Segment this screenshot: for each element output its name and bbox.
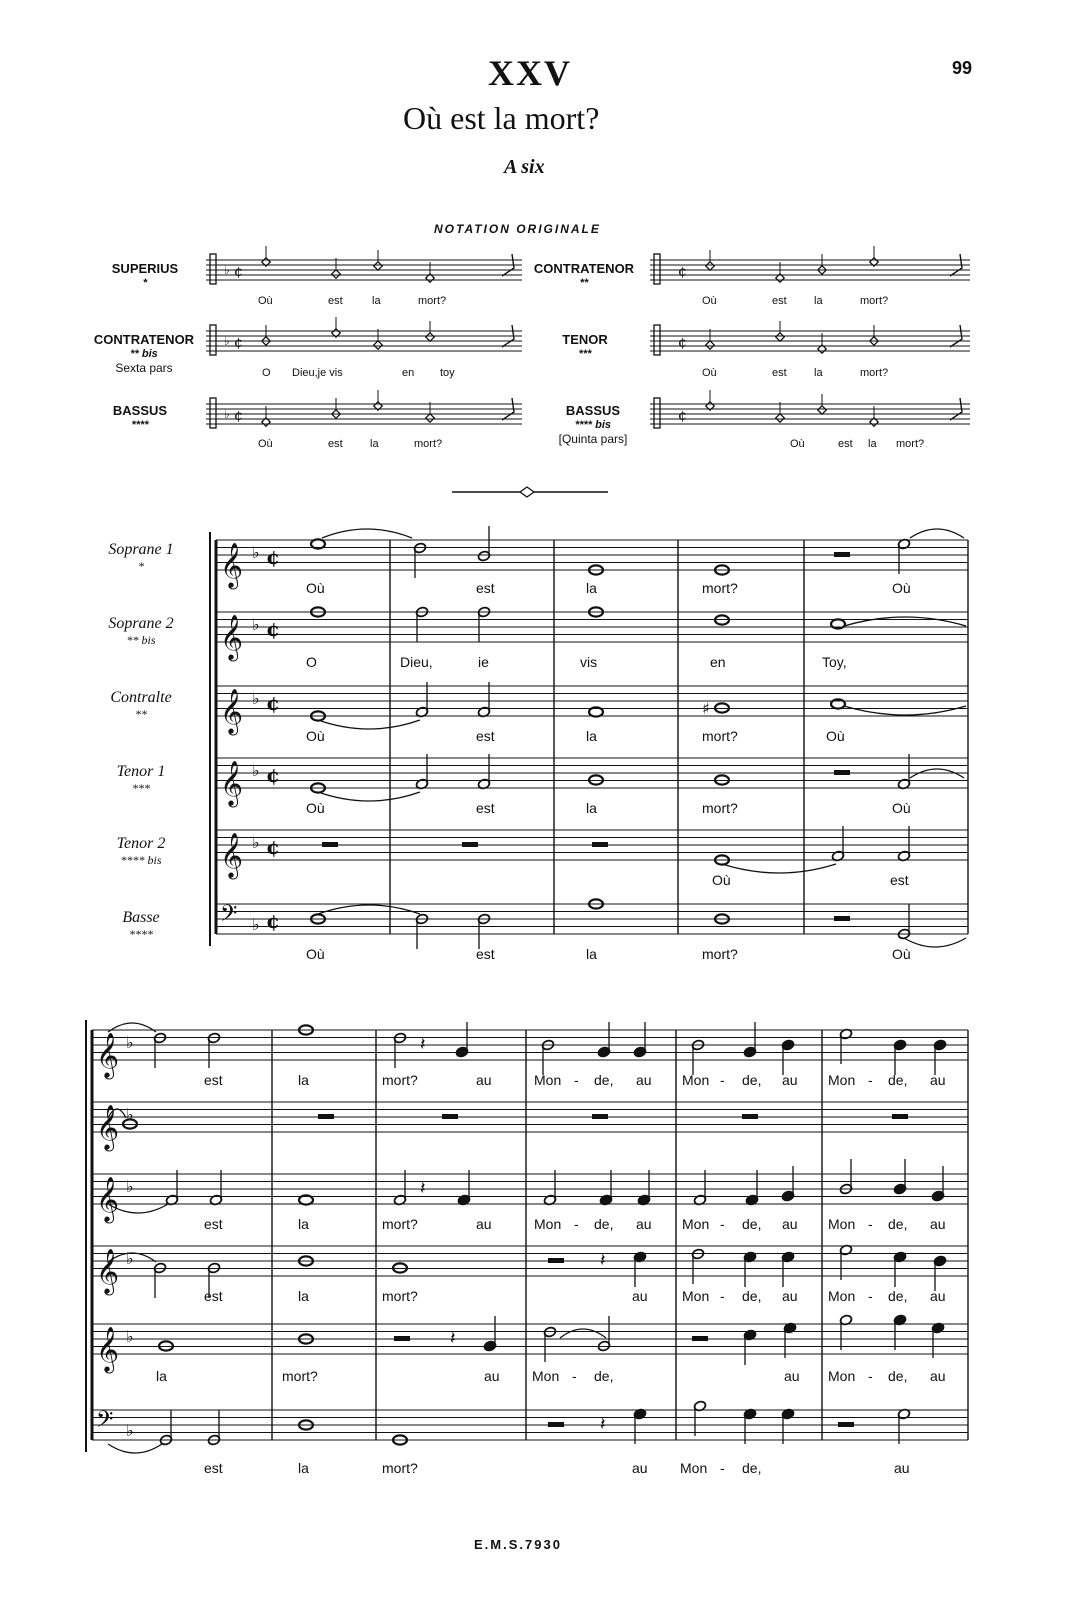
lyric: la — [298, 1288, 309, 1304]
lyric: Mon — [828, 1072, 856, 1088]
flat-icon: ♭ — [252, 833, 260, 852]
rest — [462, 842, 478, 847]
treble-clef-icon: 𝄞 — [96, 1105, 120, 1150]
lyric: Mon — [534, 1072, 562, 1088]
orig-lyric: Où — [790, 438, 805, 450]
note — [897, 1408, 910, 1444]
treble-clef-icon: 𝄞 — [96, 1033, 120, 1078]
lyric: Où — [712, 872, 731, 888]
lyric: est — [476, 946, 495, 962]
voice-label-tenor-2: Tenor 2 **** bis — [116, 835, 166, 867]
note — [415, 682, 428, 718]
lyric: - — [574, 1216, 579, 1232]
flat-icon: ♭ — [224, 334, 230, 348]
lyric: mort? — [282, 1368, 318, 1384]
note — [637, 1170, 650, 1206]
lyric: est — [476, 728, 495, 744]
voice-label-soprane-1: Soprane 1 * — [108, 541, 174, 573]
page-number: 99 — [952, 58, 973, 78]
cut-time-icon: ¢ — [266, 763, 280, 787]
lyric: mort? — [702, 946, 738, 962]
voice-label-contralte: Contralte ** — [110, 689, 172, 721]
lyric: Mon — [534, 1216, 562, 1232]
rest — [394, 1336, 410, 1341]
orig-voice-contratenor-bis: CONTRATENOR ** bis Sexta pars — [93, 332, 195, 375]
lyric: Où — [892, 800, 911, 816]
lyric: au — [930, 1288, 946, 1304]
lyric: au — [782, 1216, 798, 1232]
mensural-note — [374, 262, 382, 270]
note — [477, 526, 490, 562]
orig-voice-bassus: BASSUS **** — [112, 403, 168, 431]
note — [933, 1255, 946, 1291]
lyric: de, — [742, 1460, 762, 1476]
orig-lyric: est — [328, 438, 343, 450]
treble-clef-icon: 𝄞 — [220, 761, 244, 806]
orig-lyric: mort? — [860, 367, 889, 379]
lyric: au — [782, 1288, 798, 1304]
lyric: - — [572, 1368, 577, 1384]
lyric: Où — [306, 580, 325, 596]
tie — [108, 1023, 156, 1032]
orig-lyric: la — [868, 438, 877, 450]
voice-label-tenor-1: Tenor 1 *** — [116, 763, 166, 795]
note — [393, 1170, 406, 1206]
orig-voice-contratenor: CONTRATENOR ** — [533, 261, 635, 289]
tie — [322, 529, 412, 538]
note — [633, 1251, 646, 1287]
lyric: - — [720, 1460, 725, 1476]
lyric: Mon — [828, 1368, 856, 1384]
ornament-diamond — [520, 487, 534, 497]
rest — [834, 916, 850, 921]
tie — [904, 938, 966, 947]
note — [693, 1400, 706, 1436]
tie — [108, 1444, 162, 1453]
mensural-note — [818, 406, 826, 414]
note — [543, 1170, 556, 1206]
note — [743, 1251, 756, 1287]
lyric: au — [484, 1368, 500, 1384]
lyric: de, — [742, 1072, 762, 1088]
treble-clef-icon: 𝄞 — [220, 615, 244, 660]
lyric: la — [298, 1216, 309, 1232]
tie — [318, 905, 420, 914]
note — [931, 1322, 944, 1358]
cut-time-icon: ¢ — [678, 335, 687, 351]
tie — [560, 1329, 606, 1338]
lyric: O — [306, 654, 317, 670]
mensural-note — [706, 341, 714, 349]
note — [633, 1408, 646, 1444]
note — [455, 1022, 468, 1058]
note — [897, 826, 910, 862]
cut-time-icon: ¢ — [266, 545, 280, 569]
lyric: mort? — [702, 580, 738, 596]
lyric: Mon — [532, 1368, 560, 1384]
lyric: - — [720, 1216, 725, 1232]
mensural-note — [776, 414, 784, 422]
bass-clef-icon: 𝄢 — [96, 1407, 114, 1438]
note — [839, 1314, 852, 1350]
flat-icon: ♭ — [224, 407, 230, 421]
lyric: - — [868, 1072, 873, 1088]
publisher-code: E.M.S.7930 — [474, 1537, 562, 1552]
lyric: au — [632, 1288, 648, 1304]
orig-lyric: en — [402, 367, 415, 379]
lyric: la — [586, 728, 597, 744]
rest — [834, 552, 850, 557]
tie — [318, 720, 420, 729]
lyric: de, — [742, 1216, 762, 1232]
voice-label-basse: Basse **** — [122, 909, 160, 941]
orig-voice-superius: SUPERIUS * — [111, 261, 179, 289]
flat-icon: ♭ — [252, 761, 260, 780]
lyric: - — [868, 1288, 873, 1304]
lyric: la — [586, 800, 597, 816]
rest — [322, 842, 338, 847]
lyric: Mon — [828, 1288, 856, 1304]
cut-time-icon: ¢ — [234, 335, 243, 351]
mensural-note — [776, 333, 784, 341]
lyric: mort? — [382, 1288, 418, 1304]
treble-clef-icon: 𝄞 — [96, 1327, 120, 1372]
lyric: de, — [742, 1288, 762, 1304]
note — [599, 1170, 612, 1206]
flat-icon: ♭ — [224, 263, 230, 277]
note — [477, 754, 490, 790]
rest — [892, 1114, 908, 1119]
note — [207, 1262, 220, 1298]
lyric: Où — [892, 946, 911, 962]
flat-icon: ♭ — [252, 615, 260, 634]
note — [743, 1408, 756, 1444]
flat-icon: ♭ — [126, 1105, 134, 1124]
lyric: de, — [888, 1288, 908, 1304]
lyric: la — [586, 946, 597, 962]
note — [839, 1244, 852, 1280]
lyric: Toy, — [822, 654, 847, 670]
treble-clef-icon: 𝄞 — [220, 543, 244, 588]
note — [633, 1022, 646, 1058]
lyric: mort? — [382, 1460, 418, 1476]
rest — [692, 1336, 708, 1341]
note — [597, 1022, 610, 1058]
lyric: au — [930, 1216, 946, 1232]
notation-heading: NOTATION ORIGINALE — [434, 222, 601, 236]
lyric: est — [476, 800, 495, 816]
lyric: Mon — [682, 1216, 710, 1232]
lyric: Où — [306, 946, 325, 962]
lyric: Mon — [680, 1460, 708, 1476]
note — [781, 1166, 794, 1202]
orig-lyric: Où — [702, 295, 717, 307]
orig-lyric: mort? — [860, 295, 889, 307]
lyric: de, — [888, 1216, 908, 1232]
quarter-rest: 𝄽 — [420, 1034, 426, 1055]
flat-icon: ♭ — [126, 1249, 134, 1268]
treble-clef-icon: 𝄞 — [220, 833, 244, 878]
note — [743, 1329, 756, 1365]
lyric: ie — [478, 654, 489, 670]
orig-lyric: la — [372, 295, 381, 307]
rest — [548, 1258, 564, 1263]
note — [931, 1166, 944, 1202]
treble-clef-icon: 𝄞 — [96, 1177, 120, 1222]
lyric: mort? — [702, 800, 738, 816]
quarter-rest: 𝄽 — [420, 1178, 426, 1199]
lyric: est — [204, 1216, 223, 1232]
note — [893, 1314, 906, 1350]
note — [781, 1408, 794, 1444]
rest — [592, 842, 608, 847]
tie — [722, 864, 836, 873]
lyric: mort? — [382, 1216, 418, 1232]
flat-icon: ♭ — [126, 1327, 134, 1346]
note — [743, 1022, 756, 1058]
lyric: - — [720, 1072, 725, 1088]
lyric: au — [894, 1460, 910, 1476]
mensural-note — [374, 341, 382, 349]
orig-voice-bassus-bis: BASSUS **** bis [Quinta pars] — [558, 403, 628, 446]
lyric: Où — [826, 728, 845, 744]
orig-lyric: la — [814, 367, 823, 379]
lyric: la — [156, 1368, 167, 1384]
lyric: - — [868, 1216, 873, 1232]
note — [893, 1039, 906, 1075]
flat-icon: ♭ — [126, 1177, 134, 1196]
lyric: au — [632, 1460, 648, 1476]
lyric: Mon — [682, 1288, 710, 1304]
cut-time-icon: ¢ — [234, 264, 243, 280]
note — [783, 1322, 796, 1358]
piece-number: XXV — [488, 53, 572, 93]
lyric: Où — [306, 728, 325, 744]
lyric: de, — [888, 1072, 908, 1088]
orig-lyric: Où — [702, 367, 717, 379]
voicing-label: A six — [504, 156, 545, 178]
lyric: mort? — [382, 1072, 418, 1088]
quarter-rest: 𝄽 — [600, 1250, 606, 1271]
cut-time-icon: ¢ — [678, 264, 687, 280]
rest — [592, 1114, 608, 1119]
cut-time-icon: ¢ — [266, 835, 280, 859]
note — [483, 1316, 496, 1352]
note — [477, 682, 490, 718]
orig-lyric: est — [328, 295, 343, 307]
note — [893, 1251, 906, 1287]
rest — [834, 770, 850, 775]
lyric: est — [476, 580, 495, 596]
cut-time-icon: ¢ — [266, 909, 280, 933]
tie — [844, 706, 966, 715]
note — [781, 1251, 794, 1287]
orig-lyric: mort? — [414, 438, 443, 450]
tie — [844, 617, 966, 626]
lyric: vis — [580, 654, 598, 670]
lyric: Mon — [828, 1216, 856, 1232]
treble-clef-icon: 𝄞 — [220, 689, 244, 734]
orig-lyric: est — [772, 367, 787, 379]
orig-voice-tenor: TENOR *** — [562, 332, 608, 360]
lyric: Où — [306, 800, 325, 816]
piece-title: Où est la mort? — [403, 100, 600, 136]
lyric: mort? — [702, 728, 738, 744]
lyric: au — [476, 1216, 492, 1232]
note — [693, 1170, 706, 1206]
tie — [318, 792, 420, 801]
lyric: la — [298, 1072, 309, 1088]
lyric: Où — [892, 580, 911, 596]
sharp-icon: ♯ — [702, 699, 710, 718]
rest — [838, 1422, 854, 1427]
flat-icon: ♭ — [252, 915, 260, 934]
lyric: de, — [594, 1216, 614, 1232]
mensural-note — [706, 262, 714, 270]
note — [457, 1170, 470, 1206]
orig-lyric: O — [262, 367, 271, 379]
mensural-note — [426, 414, 434, 422]
lyric: est — [890, 872, 909, 888]
lyric: de, — [594, 1072, 614, 1088]
orig-lyric: toy — [440, 367, 455, 379]
note — [209, 1170, 222, 1206]
lyric: au — [784, 1368, 800, 1384]
lyric: au — [930, 1368, 946, 1384]
orig-lyric: la — [370, 438, 379, 450]
flat-icon: ♭ — [126, 1033, 134, 1052]
cut-time-icon: ¢ — [234, 408, 243, 424]
lyric: au — [476, 1072, 492, 1088]
note — [781, 1039, 794, 1075]
note — [897, 538, 910, 574]
lyric: la — [298, 1460, 309, 1476]
lyric: la — [586, 580, 597, 596]
quarter-rest: 𝄽 — [450, 1328, 456, 1349]
orig-lyric: la — [814, 295, 823, 307]
lyric: de, — [594, 1368, 614, 1384]
bass-clef-icon: 𝄢 — [220, 901, 238, 932]
note — [933, 1039, 946, 1075]
lyric: est — [204, 1460, 223, 1476]
lyric: est — [204, 1288, 223, 1304]
orig-lyric: est — [772, 295, 787, 307]
note — [745, 1170, 758, 1206]
mensural-note — [426, 333, 434, 341]
lyric: est — [204, 1072, 223, 1088]
quarter-rest: 𝄽 — [600, 1414, 606, 1435]
orig-lyric: est — [838, 438, 853, 450]
tie — [910, 529, 964, 538]
lyric: au — [636, 1216, 652, 1232]
orig-lyric: Dieu,je vis — [292, 367, 343, 379]
note — [893, 1159, 906, 1195]
orig-lyric: mort? — [896, 438, 925, 450]
voice-label-soprane-2: Soprane 2 ** bis — [108, 615, 174, 647]
lyric: en — [710, 654, 726, 670]
lyric: - — [868, 1368, 873, 1384]
cut-time-icon: ¢ — [266, 691, 280, 715]
rest — [442, 1114, 458, 1119]
note — [839, 1028, 852, 1064]
lyric: - — [574, 1072, 579, 1088]
lyric: Dieu, — [400, 654, 433, 670]
lyric: de, — [888, 1368, 908, 1384]
lyric: au — [636, 1072, 652, 1088]
rest — [318, 1114, 334, 1119]
note — [415, 754, 428, 790]
lyric: Mon — [682, 1072, 710, 1088]
lyric: au — [782, 1072, 798, 1088]
note — [165, 1170, 178, 1206]
orig-lyric: Où — [258, 295, 273, 307]
treble-clef-icon: 𝄞 — [96, 1249, 120, 1294]
cut-time-icon: ¢ — [678, 408, 687, 424]
flat-icon: ♭ — [252, 689, 260, 708]
rest — [548, 1422, 564, 1427]
note — [897, 754, 910, 790]
mensural-note — [332, 270, 340, 278]
cut-time-icon: ¢ — [266, 617, 280, 641]
orig-lyric: Où — [258, 438, 273, 450]
lyric: - — [720, 1288, 725, 1304]
note — [153, 1262, 166, 1298]
orig-lyric: mort? — [418, 295, 447, 307]
flat-icon: ♭ — [126, 1421, 134, 1440]
flat-icon: ♭ — [252, 543, 260, 562]
note — [831, 826, 844, 862]
lyric: au — [930, 1072, 946, 1088]
rest — [742, 1114, 758, 1119]
